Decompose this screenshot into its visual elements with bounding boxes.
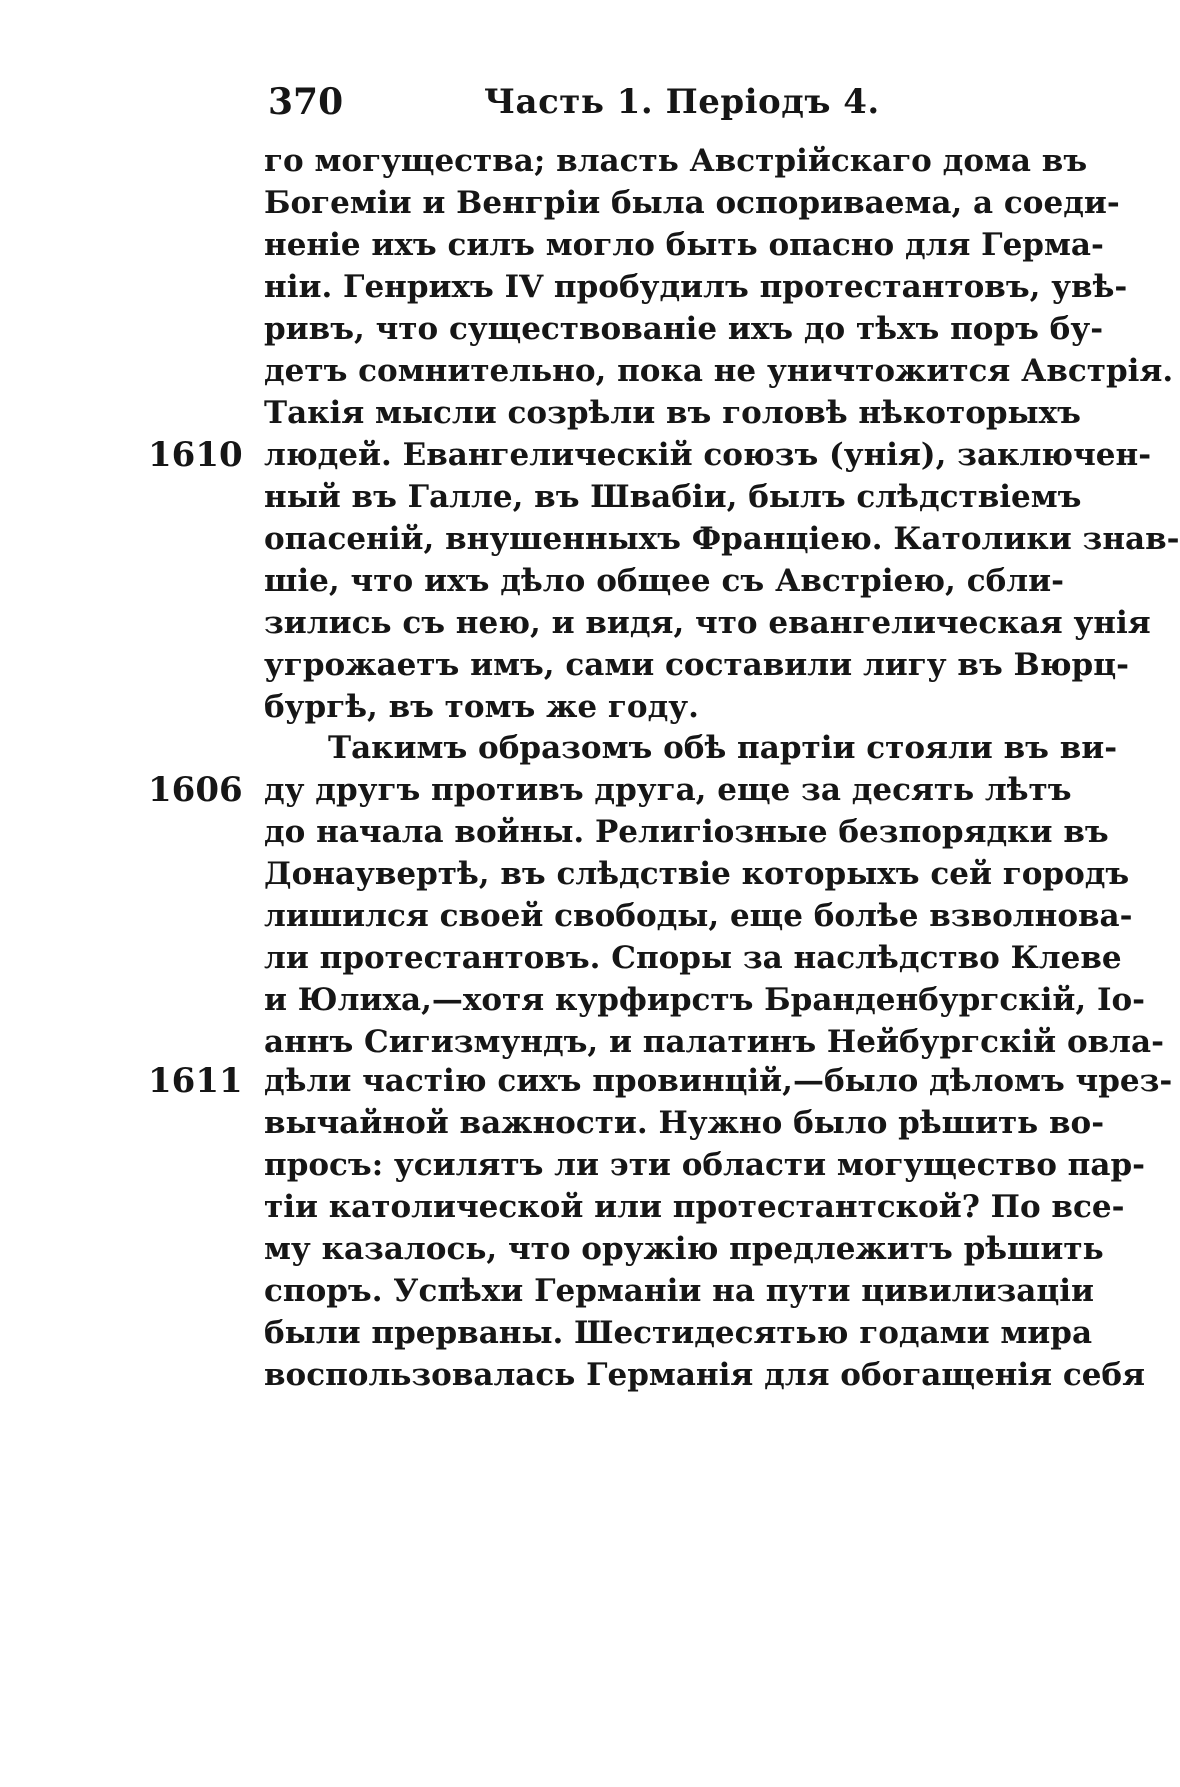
- text-line: до начала войны. Религіозные безпорядки въ: [264, 814, 1109, 850]
- text-line: и Юлиха,—хотя курфирстъ Бранденбургскій, Іо-: [264, 982, 1146, 1018]
- margin-year-1606: 1606: [148, 770, 243, 810]
- text-line: споръ. Успѣхи Германіи на пути цивилизаціи: [264, 1273, 1095, 1309]
- text-line: угрожаетъ имъ, сами составили лигу въ Вюрц-: [264, 647, 1129, 683]
- text-line: ривъ, что существованіе ихъ до тѣхъ поръ бу-: [264, 311, 1104, 347]
- text-line: вычайной важности. Нужно было рѣшить во-: [264, 1105, 1105, 1141]
- text-line: дѣли частію сихъ провинцій,—было дѣломъ чрез-: [264, 1063, 1173, 1099]
- text-line: ный въ Галле, въ Швабіи, былъ слѣдствіемъ: [264, 479, 1082, 515]
- text-line: бургѣ, въ томъ же году.: [264, 689, 699, 725]
- text-line: лишился своей свободы, еще болѣе взволнова-: [264, 898, 1133, 934]
- text-line: ду другъ противъ друга, еще за десять лѣтъ: [264, 772, 1072, 808]
- text-line: го могущества; власть Австрійскаго дома въ: [264, 143, 1088, 179]
- text-line: ніи. Генрихъ IV пробудилъ протестантовъ, увѣ-: [264, 269, 1128, 305]
- text-line: Такія мысли созрѣли въ головѣ нѣкоторыхъ: [264, 395, 1081, 431]
- text-line: аннъ Сигизмундъ, и палатинъ Нейбургскій овла-: [264, 1024, 1164, 1060]
- text-line: были прерваны. Шестидесятью годами мира: [264, 1315, 1093, 1351]
- text-line: просъ: усилятъ ли эти области могущество пар-: [264, 1147, 1145, 1183]
- text-line: людей. Евангелическій союзъ (унія), заключен-: [264, 437, 1152, 473]
- text-line: Донаувертѣ, въ слѣдствіе которыхъ сей городъ: [264, 856, 1130, 892]
- margin-year-1611: 1611: [148, 1061, 243, 1101]
- text-line: неніе ихъ силъ могло быть опасно для Герма-: [264, 227, 1104, 263]
- text-line: шіе, что ихъ дѣло общее съ Австріею, сбли-: [264, 563, 1064, 599]
- text-line: воспользовалась Германія для обогащенія себя: [264, 1357, 1146, 1393]
- text-line: детъ сомнительно, пока не уничтожится Австрія.: [264, 353, 1174, 389]
- running-head: Часть 1. Періодъ 4.: [484, 82, 880, 122]
- text-line: Богеміи и Венгріи была оспориваема, а соеди-: [264, 185, 1120, 221]
- text-line: опасеній, внушенныхъ Франціею. Католики знав-: [264, 521, 1180, 557]
- text-line: му казалось, что оружію предлежитъ рѣшить: [264, 1231, 1104, 1267]
- page-number: 370: [268, 81, 344, 123]
- text-line: ли протестантовъ. Споры за наслѣдство Клеве: [264, 940, 1122, 976]
- text-line: Такимъ образомъ обѣ партіи стояли въ ви-: [328, 730, 1118, 766]
- text-line: зились съ нею, и видя, что евангелическая унія: [264, 605, 1151, 641]
- margin-year-1610: 1610: [148, 435, 243, 475]
- text-line: тіи католической или протестантской? По все-: [264, 1189, 1125, 1225]
